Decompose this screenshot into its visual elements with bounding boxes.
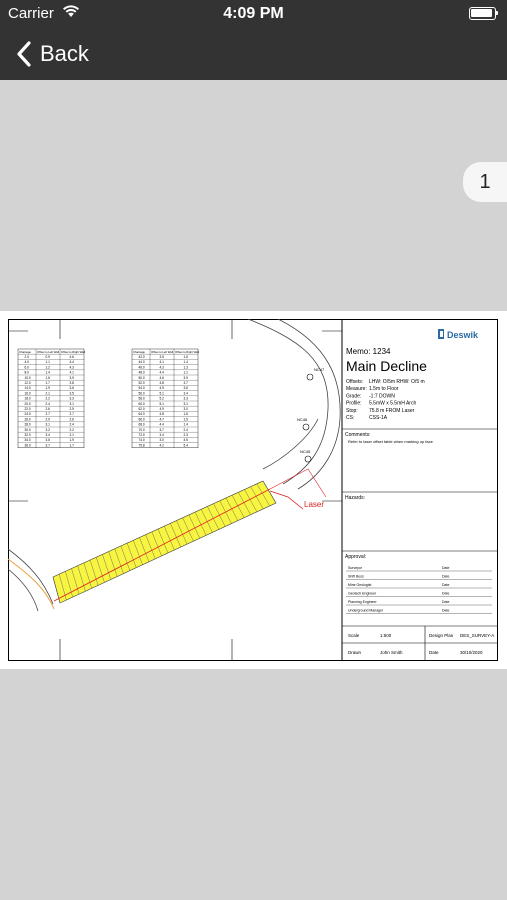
table-cell: 1.6	[183, 355, 188, 359]
table-cell: 3.3	[183, 396, 188, 401]
table-cell: 4.1	[159, 360, 164, 365]
table-cell: 74.0	[138, 438, 145, 443]
clock: 4:09 PM	[223, 5, 284, 22]
table-cell: 8.0	[24, 370, 29, 375]
comments-label: Comments:	[345, 432, 371, 438]
table-cell: 68.0	[138, 422, 145, 427]
table-cell: 3.9	[69, 375, 74, 380]
table-cell: 5.1	[159, 401, 164, 406]
table-cell: 75.8	[138, 443, 145, 448]
table-cell: 2.4	[45, 401, 50, 406]
table-cell: 2.6	[45, 407, 50, 411]
chevron-left-icon	[14, 40, 34, 68]
station-label: NC45	[300, 449, 311, 454]
table-cell: 1.7	[69, 443, 74, 448]
table-cell: 60.0	[138, 401, 145, 406]
table-header: Chainage	[133, 349, 145, 354]
table-cell: 72.0	[138, 433, 145, 437]
table-cell: 14.0	[24, 386, 31, 391]
field-label: Grade:	[346, 393, 362, 400]
table-cell: 1.6	[45, 375, 50, 380]
table-cell: 3.6	[183, 386, 188, 391]
table-cell: 1.1	[183, 370, 188, 375]
decline-strip	[53, 481, 276, 603]
table-cell: 20.0	[24, 401, 31, 406]
table-cell: 70.0	[138, 427, 145, 432]
table-cell: 1.3	[183, 365, 188, 370]
table-cell: 1.1	[45, 360, 50, 365]
table-cell: 2.3	[183, 433, 188, 437]
drawing-title: Main Decline	[346, 358, 427, 374]
table-cell: 3.1	[69, 401, 74, 406]
table-cell: 2.9	[69, 407, 74, 411]
table-cell: 52.0	[138, 381, 145, 385]
design-plan-label: Design Plan	[429, 633, 454, 638]
table-cell: 2.9	[45, 417, 50, 422]
table-header: Offset to Right Wall	[61, 349, 85, 354]
field-label: Offsets:	[346, 379, 364, 385]
table-cell: 24.0	[24, 412, 31, 417]
table-cell: 3.6	[69, 386, 74, 391]
table-cell: 2.1	[69, 433, 74, 437]
page-number-badge: 1	[463, 162, 507, 202]
table-header: Offset to Left Wall	[151, 349, 174, 354]
table-cell: 4.9	[159, 386, 164, 391]
table-cell: 4.0	[24, 360, 29, 365]
table-cell: 42.0	[138, 355, 145, 359]
table-cell: 50.0	[138, 375, 145, 380]
table-cell: 1.6	[183, 412, 188, 417]
field-value: 5.5mW x 5.5mH Arch	[369, 400, 417, 407]
back-label: Back	[40, 41, 89, 66]
table-cell: 3.0	[183, 407, 188, 411]
table-cell: 58.0	[138, 396, 145, 401]
comments-text: Refer to laser offset table when marking up face	[348, 439, 433, 444]
approval-date-label: Date	[442, 583, 450, 587]
table-cell: 16.0	[24, 391, 31, 396]
table-cell: 64.0	[138, 412, 145, 417]
table-cell: 12.0	[24, 381, 31, 385]
table-cell: 56.0	[138, 391, 145, 396]
table-cell: 62.0	[138, 407, 145, 411]
approval-date-label: Date	[442, 566, 450, 570]
svg-text:Deswik: Deswik	[447, 330, 479, 340]
approval-role: Planning Engineer	[348, 600, 377, 604]
table-cell: 4.6	[69, 355, 74, 359]
table-cell: 3.9	[159, 355, 164, 359]
table-cell: 30.0	[24, 427, 31, 432]
table-cell: 4.1	[69, 370, 74, 375]
table-cell: 1.4	[183, 360, 188, 365]
field-label: CS:	[346, 415, 355, 421]
table-cell: 3.4	[183, 391, 188, 396]
table-cell: 3.5	[69, 391, 74, 396]
design-plan-value: DES_SURVEY-A	[460, 633, 495, 638]
memo-number: Memo: 1234	[346, 347, 391, 356]
approval-role: Underground Manager	[348, 608, 384, 613]
field-value: CSS-1A	[369, 415, 388, 421]
table-cell: 6.0	[24, 365, 29, 370]
navigation-bar	[0, 28, 507, 80]
table-cell: 3.3	[69, 396, 74, 401]
table-cell: 3.1	[183, 401, 188, 406]
table-cell: 4.9	[159, 407, 164, 411]
scale-value: 1:500	[380, 633, 392, 638]
field-label: Measure:	[346, 386, 367, 393]
table-cell: 2.1	[45, 391, 50, 396]
table-cell: 36.0	[24, 443, 31, 448]
table-cell: 32.0	[24, 433, 31, 437]
date-value: 30/10/2020	[460, 650, 483, 655]
table-cell: 3.1	[45, 422, 50, 427]
table-cell: 0.9	[45, 355, 50, 359]
table-cell: 2.0	[24, 355, 29, 359]
table-cell: 1.4	[183, 422, 188, 427]
status-bar	[0, 0, 507, 28]
table-cell: 10.0	[24, 375, 31, 380]
field-value: -1:7 DOWN	[369, 393, 395, 400]
field-value: LHW: O/5m RHW: O/5 m	[369, 379, 425, 385]
approval-date-label: Date	[442, 600, 450, 604]
approval-date-label: Date	[442, 591, 450, 596]
field-value: 75.8 m FROM Laser	[369, 407, 415, 414]
table-cell: 1.4	[45, 370, 50, 375]
table-cell: 2.7	[45, 412, 50, 417]
table-cell: 4.8	[159, 412, 164, 417]
back-button[interactable]	[14, 38, 89, 70]
table-cell: 4.6	[159, 375, 164, 380]
approval-role: Shift Boss	[348, 574, 364, 579]
laser-label: Laser	[304, 500, 325, 509]
table-cell: 3.4	[45, 433, 50, 437]
drawn-label: Drawn	[348, 650, 362, 655]
table-header: Offset to Right Wall	[175, 349, 199, 354]
table-cell: 3.2	[45, 427, 50, 432]
table-header: Offset to Left Wall	[37, 349, 60, 354]
station-label: NC46	[297, 417, 308, 422]
table-cell: 3.7	[183, 381, 188, 385]
table-cell: 2.2	[69, 427, 74, 432]
table-cell: 4.5	[183, 438, 188, 443]
table-cell: 5.4	[183, 443, 188, 448]
table-cell: 3.6	[45, 438, 50, 443]
approval-role: Geotech Engineer	[348, 591, 377, 596]
scale-label: Scale	[348, 633, 360, 638]
table-cell: 3.7	[159, 427, 164, 432]
table-cell: 3.7	[45, 443, 50, 448]
table-cell: 28.0	[24, 422, 31, 427]
battery-icon	[469, 7, 496, 20]
field-label: Stop:	[346, 407, 358, 414]
approval-label: Approval:	[345, 554, 367, 560]
table-cell: 2.4	[69, 422, 74, 427]
table-cell: 2.6	[69, 417, 74, 422]
document-viewer[interactable]	[0, 80, 507, 900]
approval-role: Surveyor	[348, 566, 363, 570]
table-cell: 44.0	[138, 360, 145, 365]
table-cell: 4.4	[69, 360, 74, 365]
table-cell: 3.0	[159, 438, 164, 443]
table-cell: 26.0	[24, 417, 31, 422]
drawn-value: John Smith	[380, 650, 403, 655]
table-cell: 3.8	[69, 381, 74, 385]
table-cell: 2.7	[69, 412, 74, 417]
table-cell: 2.4	[183, 427, 188, 432]
table-cell: 1.5	[183, 417, 188, 422]
table-cell: 2.2	[45, 396, 50, 401]
approval-role: Mine Geologist	[348, 583, 372, 587]
table-cell: 1.9	[69, 438, 74, 443]
table-cell: 4.2	[159, 443, 164, 448]
field-label: Profile:	[346, 400, 362, 407]
approval-date-label: Date	[442, 574, 450, 579]
table-cell: 5.2	[159, 396, 164, 401]
table-cell: 4.8	[159, 381, 164, 385]
table-cell: 4.4	[159, 422, 164, 427]
deswik-logo	[438, 329, 479, 340]
carrier-label: Carrier	[8, 5, 54, 22]
table-cell: 4.4	[159, 370, 164, 375]
table-cell: 1.9	[45, 386, 50, 391]
table-cell: 34.0	[24, 438, 31, 443]
table-cell: 1.7	[45, 381, 50, 385]
station-label: NC47	[314, 367, 325, 372]
table-cell: 18.0	[24, 396, 31, 401]
document-page[interactable]	[0, 311, 507, 669]
table-cell: 3.4	[159, 433, 164, 437]
hazards-label: Hazards:	[345, 495, 366, 501]
field-value: 1.5m to Floor	[369, 386, 399, 393]
table-cell: 4.3	[69, 365, 74, 370]
table-cell: 3.9	[183, 375, 188, 380]
table-cell: 66.0	[138, 417, 145, 422]
table-cell: 5.1	[159, 391, 164, 396]
table-cell: 54.0	[138, 386, 145, 391]
survey-drawing	[8, 319, 498, 661]
table-cell: 46.0	[138, 365, 145, 370]
table-cell: 1.2	[45, 365, 50, 370]
table-cell: 22.0	[24, 407, 31, 411]
table-header: Chainage	[19, 349, 31, 354]
date-label: Date	[429, 650, 439, 655]
approval-date-label: Date	[442, 608, 450, 613]
table-cell: 4.7	[159, 417, 164, 422]
table-cell: 4.3	[159, 365, 164, 370]
table-cell: 48.0	[138, 370, 145, 375]
